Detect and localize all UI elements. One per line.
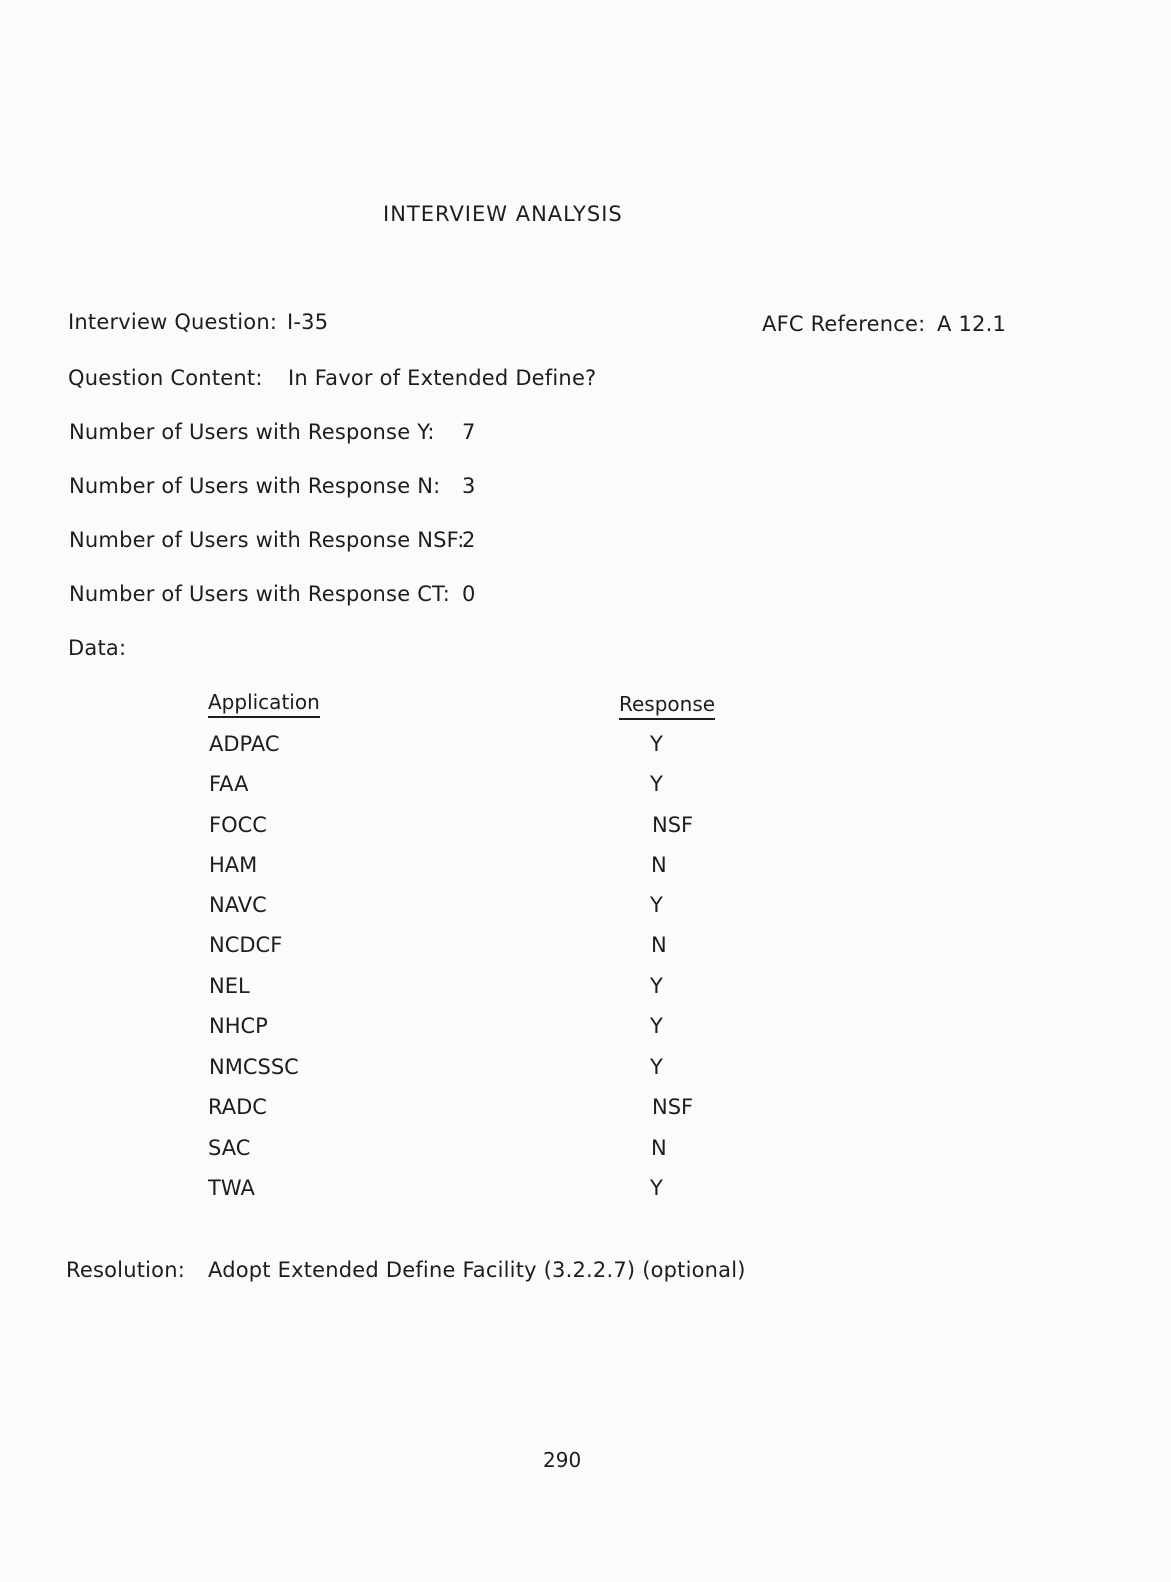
table-cell-response: Y (650, 1014, 663, 1038)
table-header-response: Response (619, 692, 715, 720)
table-cell-application: NEL (209, 974, 250, 998)
interview-question-label: Interview Question: (68, 310, 278, 334)
table-cell-response: Y (650, 732, 663, 756)
table-cell-application: ADPAC (209, 732, 280, 756)
table-cell-response: Y (650, 1055, 663, 1079)
question-content-value: In Favor of Extended Define? (288, 366, 597, 390)
table-cell-application: FOCC (209, 813, 267, 837)
page-number: 290 (543, 1448, 582, 1472)
table-cell-response: NSF (652, 1095, 694, 1119)
table-cell-application: NMCSSC (209, 1055, 299, 1079)
count-n-value: 3 (462, 474, 476, 498)
table-cell-response: Y (650, 974, 663, 998)
count-ct-label: Number of Users with Response CT: (69, 582, 451, 606)
table-cell-application: FAA (209, 772, 249, 796)
count-nsf-value: 2 (462, 528, 476, 552)
table-cell-application: NHCP (209, 1014, 268, 1038)
count-y-value: 7 (462, 420, 476, 444)
table-cell-response: N (651, 853, 667, 877)
resolution-label: Resolution: (66, 1258, 186, 1282)
data-label: Data: (68, 636, 127, 660)
table-cell-response: Y (650, 893, 663, 917)
count-ct-value: 0 (462, 582, 476, 606)
table-cell-response: NSF (652, 813, 694, 837)
question-content-label: Question Content: (68, 366, 263, 390)
afc-reference-label: AFC Reference: (762, 312, 926, 336)
table-cell-application: TWA (208, 1176, 255, 1200)
page-title: INTERVIEW ANALYSIS (383, 202, 623, 226)
interview-question-value: I-35 (287, 310, 329, 334)
count-y-label: Number of Users with Response Y: (69, 420, 435, 444)
table-cell-response: N (651, 933, 667, 957)
table-cell-application: RADC (208, 1095, 267, 1119)
table-cell-application: HAM (209, 853, 258, 877)
table-cell-application: SAC (208, 1136, 251, 1160)
table-cell-response: Y (650, 1176, 663, 1200)
table-cell-response: Y (650, 772, 663, 796)
table-cell-application: NCDCF (209, 933, 283, 957)
table-cell-response: N (651, 1136, 667, 1160)
table-header-application: Application (208, 690, 320, 718)
afc-reference-value: A 12.1 (937, 312, 1006, 336)
resolution-value: Adopt Extended Define Facility (3.2.2.7) (optional) (208, 1258, 746, 1282)
count-nsf-label: Number of Users with Response NSF: (69, 528, 465, 552)
table-cell-application: NAVC (209, 893, 267, 917)
count-n-label: Number of Users with Response N: (69, 474, 441, 498)
